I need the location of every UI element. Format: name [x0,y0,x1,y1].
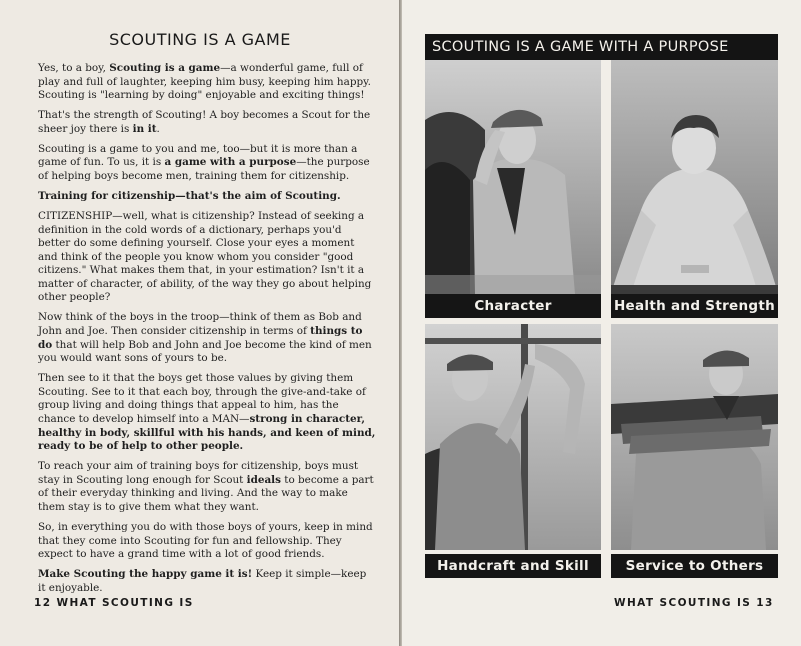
text-run: Now think of the boys in the troop—think of them as Bob and John and Joe. Then consider citizenship in terms of [38,311,362,338]
text-run: —a wonderful game, full of play and full of laughter, keeping him busy, keeping him happy. Scouting is "learning by doing" enjoyable and exciting things! [38,62,371,102]
photo-health-strength [611,60,778,294]
text-run: . [156,122,160,135]
body-paragraph [38,109,376,136]
page-footer-right: WHAT SCOUTING IS 13 [614,597,774,609]
left-page [0,0,400,646]
body-paragraph [38,521,376,562]
body-paragraph [38,143,376,184]
body-paragraph [38,210,376,305]
photo-character-image [425,60,601,294]
text-run: Yes, to a boy, [38,62,110,74]
bold-run: ideals [246,473,281,486]
caption-health-strength: Health and Strength [611,294,778,318]
bold-run: things to do [38,325,363,351]
text-run: that will help Bob and John and Joe become the kind of men you would want sons of yours to be. [38,338,372,365]
caption-character: Character [425,294,601,318]
page-footer-left: 12 WHAT SCOUTING IS [34,597,194,609]
banner-title: SCOUTING IS A GAME WITH A PURPOSE [425,34,778,60]
bold-run: in it [132,122,157,135]
body-paragraph [38,460,376,514]
text-run: to become a part of their everyday thinking and living. And the way to make them stay is to give them what they want. [38,473,374,513]
bold-run: Training for citizenship—that's the aim of Scouting. [38,189,341,202]
text-run: CITIZENSHIP—well, what is citizenship? Instead of seeking a definition in the cold words of a dictionary, perhaps you'd better do some defining yourself. Close your eyes a moment and think of the people you know whom you consider "good citizens." What makes them that, in your estimation? Isn't it a matter of character, of ability, of the way they go about helping other people? [38,209,372,304]
caption-handcraft-skill: Handcraft and Skill [425,554,601,578]
photo-character [425,60,601,294]
photo-handcraft-skill-image [425,324,601,550]
bold-run: a game with a purpose [164,156,297,169]
text-run: To reach your aim of training boys for citizenship, boys must stay in Scouting long enough for Scout [38,460,359,486]
body-paragraph [38,372,376,454]
photo-handcraft-skill [425,324,601,550]
photo-service-others [611,324,778,550]
body-paragraph [38,568,376,595]
bold-run: Make Scouting the happy game it is! [38,568,253,581]
bold-run: strong in character, healthy in body, skillful with his hands, and keen of mind, ready to be of help to other people. [38,413,376,453]
body-text [38,62,376,602]
body-paragraph [38,190,376,204]
page-title: SCOUTING IS A GAME [109,30,291,49]
text-run: So, in everything you do with those boys of yours, keep in mind that they come into Scouting for fun and fellowship. They expect to have a grand time with a lot of good friends. [38,520,373,561]
text-run: Keep it simple—keep it enjoyable. [38,568,367,594]
text-run: —the purpose of helping boys become men, training them for citizenship. [38,156,370,182]
photo-health-strength-image [611,60,778,294]
photo-service-others-image [611,324,778,550]
text-run: Then see to it that the boys get those values by giving them Scouting. See to it that each boy, through the give-and-take of group living and doing things that appeal to him, has the chance to develop himself into a MAN— [38,372,366,425]
body-paragraph [38,311,376,365]
caption-service-others: Service to Others [611,554,778,578]
bold-run: Scouting is a game [109,62,221,74]
text-run: Scouting is a game to you and me, too—but it is more than a game of fun. To us, it is [38,142,358,169]
text-run: That's the strength of Scouting! A boy becomes a Scout for the sheer joy there is [38,109,371,135]
body-paragraph [38,62,376,103]
